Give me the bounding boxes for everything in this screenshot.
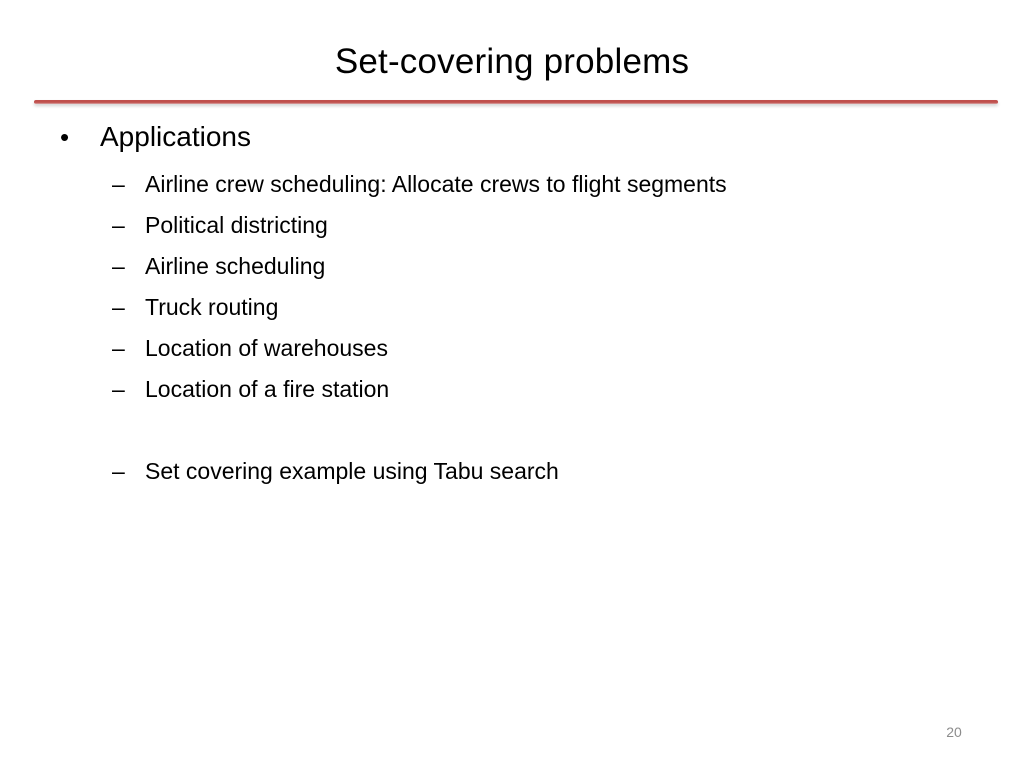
sub-item-airline-scheduling	[112, 246, 727, 287]
sub-item-fire-station	[112, 369, 727, 410]
dash-icon: –	[112, 212, 125, 238]
applications-sublist	[112, 164, 727, 492]
sub-item-label: Truck routing	[145, 294, 279, 320]
sub-item-warehouses	[112, 328, 727, 369]
sub-item-label: Airline crew scheduling: Allocate crews to flight segments	[145, 171, 727, 197]
sub-item-label: Location of a fire station	[145, 376, 390, 402]
dash-icon: –	[112, 253, 125, 279]
bullet-label: Applications	[100, 121, 251, 152]
sub-item-airline-crew	[112, 164, 727, 205]
sub-item-label: Set covering example using Tabu search	[145, 458, 559, 484]
dash-icon: –	[112, 335, 125, 361]
slide-title: Set-covering problems	[334, 42, 690, 81]
dash-icon: –	[112, 171, 125, 197]
dash-icon: –	[112, 458, 125, 484]
sub-item-tabu-search-example	[112, 451, 727, 492]
sub-item-label: Location of warehouses	[145, 335, 388, 361]
bullet-dot-icon: •	[60, 122, 70, 152]
sub-item-truck-routing	[112, 287, 727, 328]
dash-icon: –	[112, 376, 125, 402]
sub-item-label: Political districting	[145, 212, 328, 238]
page-number: 20	[946, 724, 962, 740]
title-divider	[34, 100, 998, 104]
sub-item-label: Airline scheduling	[145, 253, 326, 279]
bullet-applications	[60, 118, 251, 156]
sub-item-political-districting	[112, 205, 727, 246]
dash-icon: –	[112, 294, 125, 320]
